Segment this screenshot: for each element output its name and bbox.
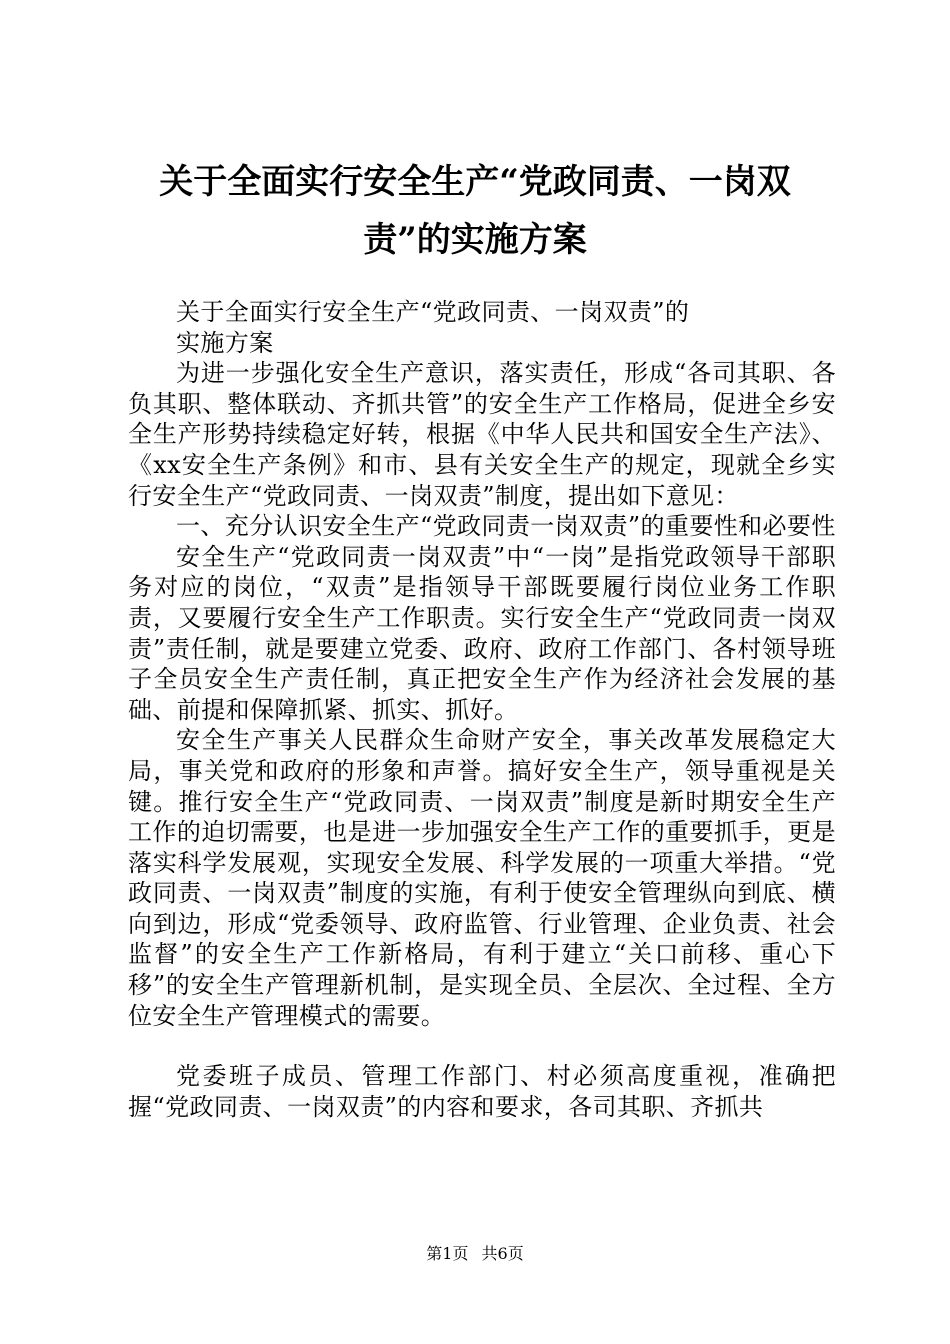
paragraph-intro: 为进一步强化安全生产意识，落实责任，形成“各司其职、各负其职、整体联动、齐抓共管”的安全生产工作格局，促进全乡安全生产形势持续稳定好转，根据《中华人民共和国安全生产法》、《xx安全生产条例》和市、县有关安全生产的规定，现就全乡实行安全生产“党政同责、一岗双责”制度，提出如下意见： bbox=[128, 359, 836, 510]
paragraph-requirements: 党委班子成员、管理工作部门、村必须高度重视，准确把握“党政同责、一岗双责”的内容和要求，各司其职、齐抓共 bbox=[128, 1062, 836, 1121]
page-footer bbox=[0, 1244, 950, 1264]
document-subtitle-line-2: 实施方案 bbox=[176, 328, 274, 357]
section-heading-1: 一、充分认识安全生产“党政同责一岗双责”的重要性和必要性 bbox=[176, 512, 836, 541]
paragraph-definition: 安全生产“党政同责一岗双责”中“一岗”是指党政领导干部职务对应的岗位，“双责”是指领导干部既要履行岗位业务工作职责，又要履行安全生产工作职责。实行安全生产“党政同责一岗双责”责任制，就是要建立党委、政府、政府工作部门、各村领导班子全员安全生产责任制，真正把安全生产作为经济社会发展的基础、前提和保障抓紧、抓实、抓好。 bbox=[128, 542, 836, 724]
document-title-line-1: 关于全面实行安全生产“党政同责、一岗双 bbox=[159, 162, 791, 202]
document-body bbox=[128, 297, 836, 1122]
page-number-total: 共6页 bbox=[481, 1244, 524, 1263]
page-number-current: 第1页 bbox=[426, 1244, 469, 1263]
document-title bbox=[110, 153, 840, 269]
document-title-line-2: 责”的实施方案 bbox=[363, 220, 587, 260]
paragraph-significance: 安全生产事关人民群众生命财产安全，事关改革发展稳定大局，事关党和政府的形象和声誉。搞好安全生产，领导重视是关键。推行安全生产“党政同责、一岗双责”制度是新时期安全生产工作的迫切需要，也是进一步加强安全生产工作的重要抓手，更是落实科学发展观，实现安全发展、科学发展的一项重大举措。“党政同责、一岗双责”制度的实施，有利于使安全管理纵向到底、横向到边，形成“党委领导、政府监管、行业管理、企业负责、社会监督”的安全生产工作新格局，有利于建立“关口前移、重心下移”的安全生产管理新机制，是实现全员、全层次、全过程、全方位安全生产管理模式的需要。 bbox=[128, 726, 836, 1030]
document-subtitle-line-1: 关于全面实行安全生产“党政同责、一岗双责”的 bbox=[176, 298, 690, 326]
